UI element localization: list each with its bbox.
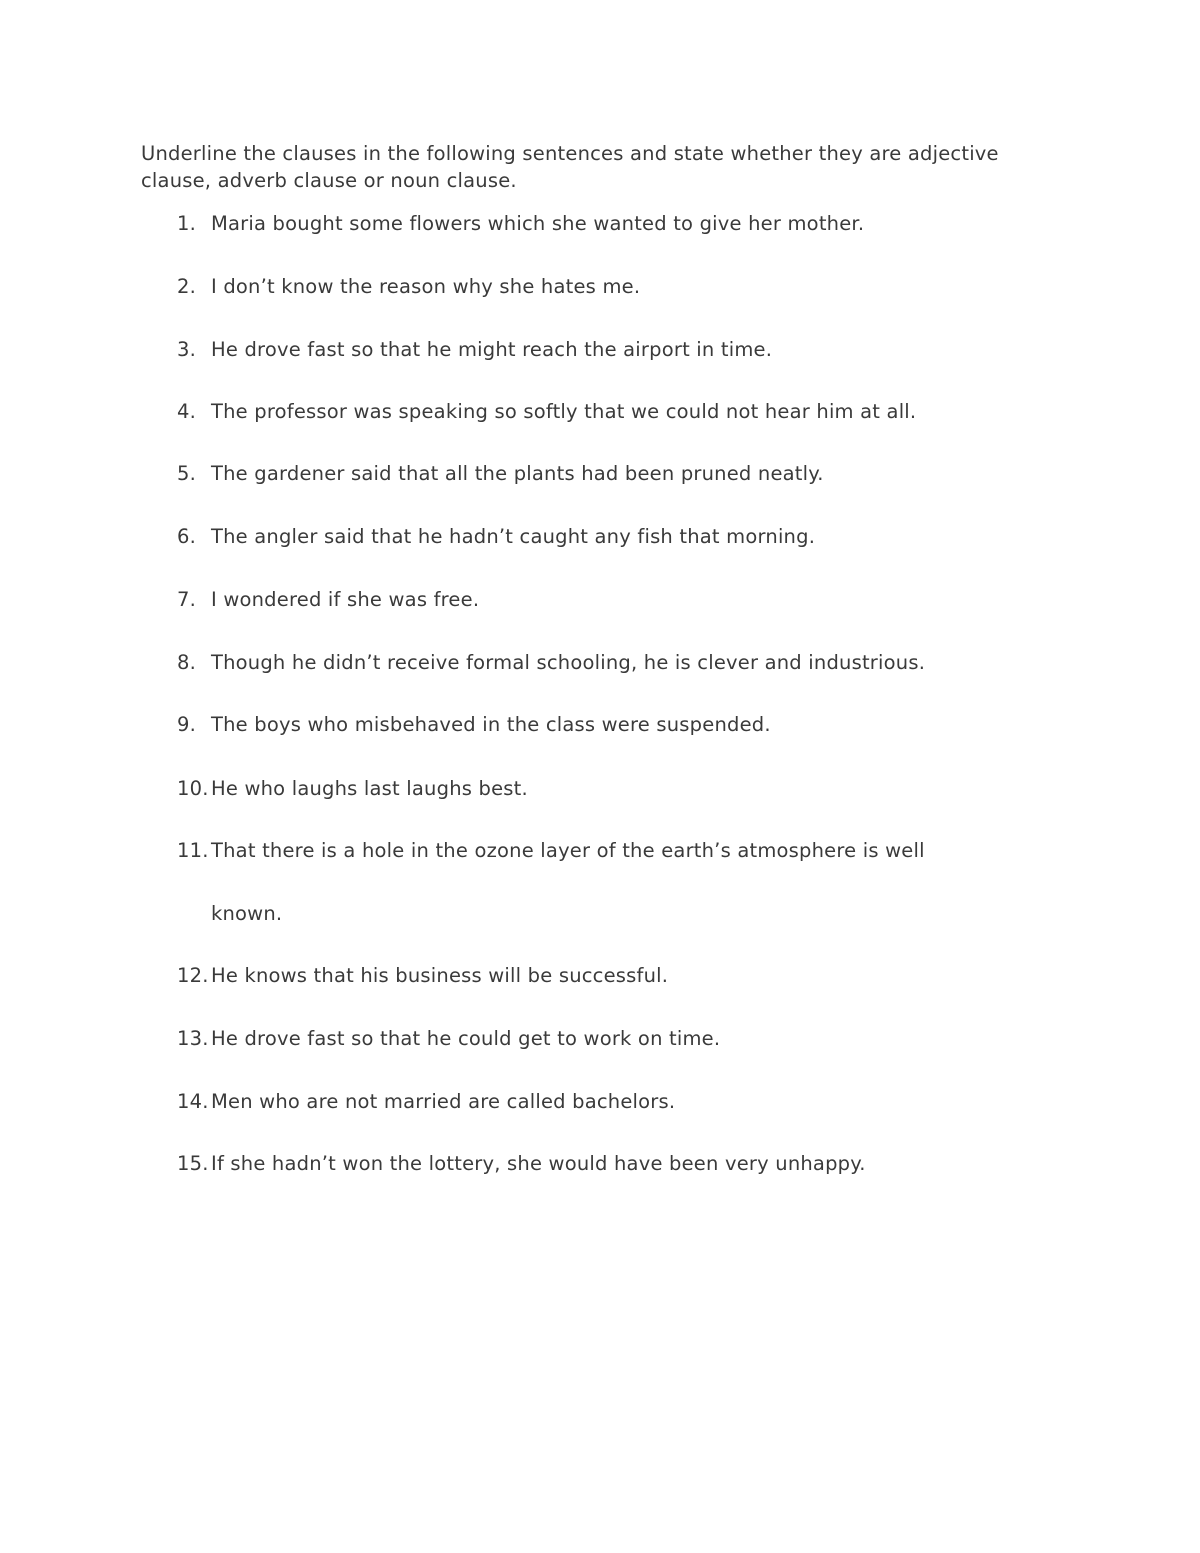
item-text: I wondered if she was free. [211, 588, 480, 611]
item-number: 1. [177, 212, 197, 235]
item-number: 13. [177, 1027, 209, 1050]
item-text: The angler said that he hadn’t caught any fish that morning. [211, 525, 816, 548]
list-item [177, 837, 1017, 864]
list-item [177, 336, 1017, 363]
item-number: 9. [177, 713, 197, 736]
item-text: Though he didn’t receive formal schooling, he is clever and industrious. [211, 651, 926, 674]
list-item [177, 775, 1017, 802]
item-text: I don’t know the reason why she hates me. [211, 275, 641, 298]
item-number: 8. [177, 651, 197, 674]
item-number: 2. [177, 275, 197, 298]
item-number: 15. [177, 1152, 209, 1175]
list-item [177, 586, 1017, 613]
item-text: The gardener said that all the plants had been pruned neatly. [211, 462, 824, 485]
item-text: He knows that his business will be successful. [211, 964, 669, 987]
list-item [177, 1150, 1017, 1177]
item-number: 14. [177, 1090, 209, 1113]
list-item [177, 398, 1017, 425]
list-item [177, 460, 1017, 487]
item-number: 3. [177, 338, 197, 361]
item-text: He drove fast so that he could get to work on time. [211, 1027, 721, 1050]
item-text: The professor was speaking so softly that we could not hear him at all. [211, 400, 917, 423]
item-text: That there is a hole in the ozone layer of the earth’s atmosphere is well [211, 839, 925, 862]
item-text: If she hadn’t won the lottery, she would have been very unhappy. [211, 1152, 866, 1175]
item-text: Maria bought some flowers which she wanted to give her mother. [211, 212, 865, 235]
item-text: Men who are not married are called bachelors. [211, 1090, 676, 1113]
item-number: 11. [177, 839, 209, 862]
list-item [177, 1025, 1017, 1052]
item-number: 4. [177, 400, 197, 423]
item-continuation: known. [211, 902, 283, 925]
list-item [177, 962, 1017, 989]
item-number: 10. [177, 777, 209, 800]
instructions-text: Underline the clauses in the following sentences and state whether they are adjective clause, adverb clause or noun clause. [141, 142, 999, 192]
item-text: The boys who misbehaved in the class were suspended. [211, 713, 771, 736]
item-number: 12. [177, 964, 209, 987]
item-text: He who laughs last laughs best. [211, 777, 528, 800]
list-item [177, 711, 1017, 738]
item-number: 7. [177, 588, 197, 611]
list-item [177, 1088, 1017, 1115]
item-number: 6. [177, 525, 197, 548]
list-item [177, 210, 1017, 237]
list-item [177, 273, 1017, 300]
item-number: 5. [177, 462, 197, 485]
list-item [177, 523, 1017, 550]
item-text: He drove fast so that he might reach the airport in time. [211, 338, 773, 361]
list-item [177, 649, 1017, 676]
